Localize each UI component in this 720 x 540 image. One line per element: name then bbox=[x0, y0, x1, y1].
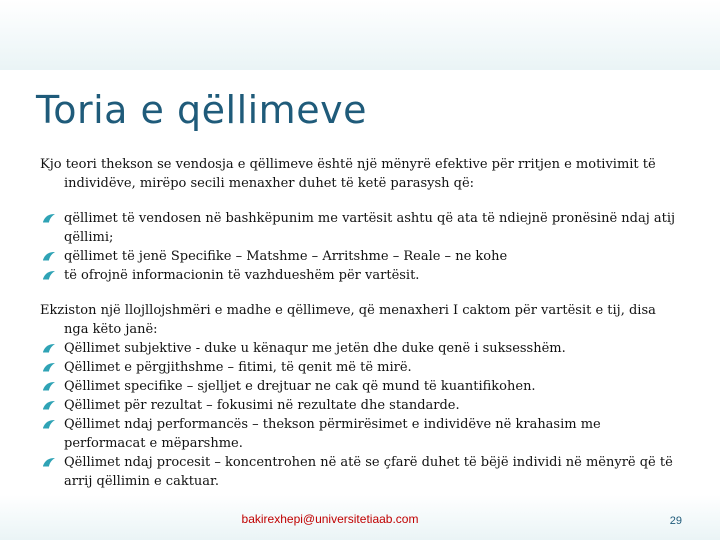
list-item bbox=[40, 453, 680, 491]
list-item-text: qëllimet të vendosen në bashkëpunim me vartësit ashtu që ata të ndiejnë pronësinë ndaj atij qëllimi; bbox=[64, 211, 676, 245]
page-number: 29 bbox=[669, 515, 682, 527]
wing-bullet-icon bbox=[42, 343, 56, 354]
list-item-text: Qëllimet subjektive - duke u kënaqur me jetën dhe duke qenë i suksesshëm. bbox=[64, 341, 566, 356]
intro-paragraph: Kjo teori thekson se vendosja e qëllimeve është një mënyrë efektive për rritjen e motivimit të individëve, mirëpo secili menaxher duhet të ketë parasysh që: bbox=[40, 157, 656, 191]
wing-bullet-icon bbox=[42, 251, 56, 262]
list-item bbox=[40, 396, 680, 415]
list-item bbox=[40, 209, 680, 247]
wing-bullet-icon bbox=[42, 457, 56, 468]
list-item-text: Qëllimet specifike – sjelljet e drejtuar ne cak që mund të kuantifikohen. bbox=[64, 379, 536, 394]
wing-bullet-icon bbox=[42, 362, 56, 373]
slide-title: Toria e qëllimeve bbox=[36, 88, 367, 132]
footer-email: bakirexhepi@universitetiaab.com bbox=[241, 512, 419, 526]
wing-bullet-icon bbox=[42, 400, 56, 411]
goal-types-list bbox=[40, 339, 680, 491]
top-decoration-band bbox=[0, 0, 720, 70]
wing-bullet-icon bbox=[42, 270, 56, 281]
list-item bbox=[40, 339, 680, 358]
list-item-text: qëllimet të jenë Specifike – Matshme – Arritshme – Reale – ne kohe bbox=[64, 249, 508, 264]
list-item-text: Qëllimet për rezultat – fokusimi në rezultate dhe standarde. bbox=[64, 398, 460, 413]
wing-bullet-icon bbox=[42, 381, 56, 392]
list-item bbox=[40, 377, 680, 396]
list-item bbox=[40, 358, 680, 377]
list-item-text: të ofrojnë informacionin të vazhdueshëm për vartësit. bbox=[64, 268, 420, 283]
list-item bbox=[40, 266, 680, 285]
conditions-list bbox=[40, 209, 680, 285]
list-item bbox=[40, 415, 680, 453]
wing-bullet-icon bbox=[42, 213, 56, 224]
list-item-text: Qëllimet ndaj procesit – koncentrohen në atë se çfarë duhet të bëjë individi në mënyrë që të arrij qëllimin e caktuar. bbox=[64, 455, 673, 489]
list-item-text: Qëllimet ndaj performancës – thekson përmirësimet e individëve në krahasim me performacat e mëparshme. bbox=[64, 417, 601, 451]
list-item-text: Qëllimet e përgjithshme – fitimi, të qenit më të mirë. bbox=[64, 360, 412, 375]
wing-bullet-icon bbox=[42, 419, 56, 430]
slide-content bbox=[40, 155, 680, 491]
list-item bbox=[40, 247, 680, 266]
types-paragraph: Ekziston një llojllojshmëri e madhe e qëllimeve, që menaxheri I caktom për vartësit e tij, disa nga këto janë: bbox=[40, 303, 656, 337]
